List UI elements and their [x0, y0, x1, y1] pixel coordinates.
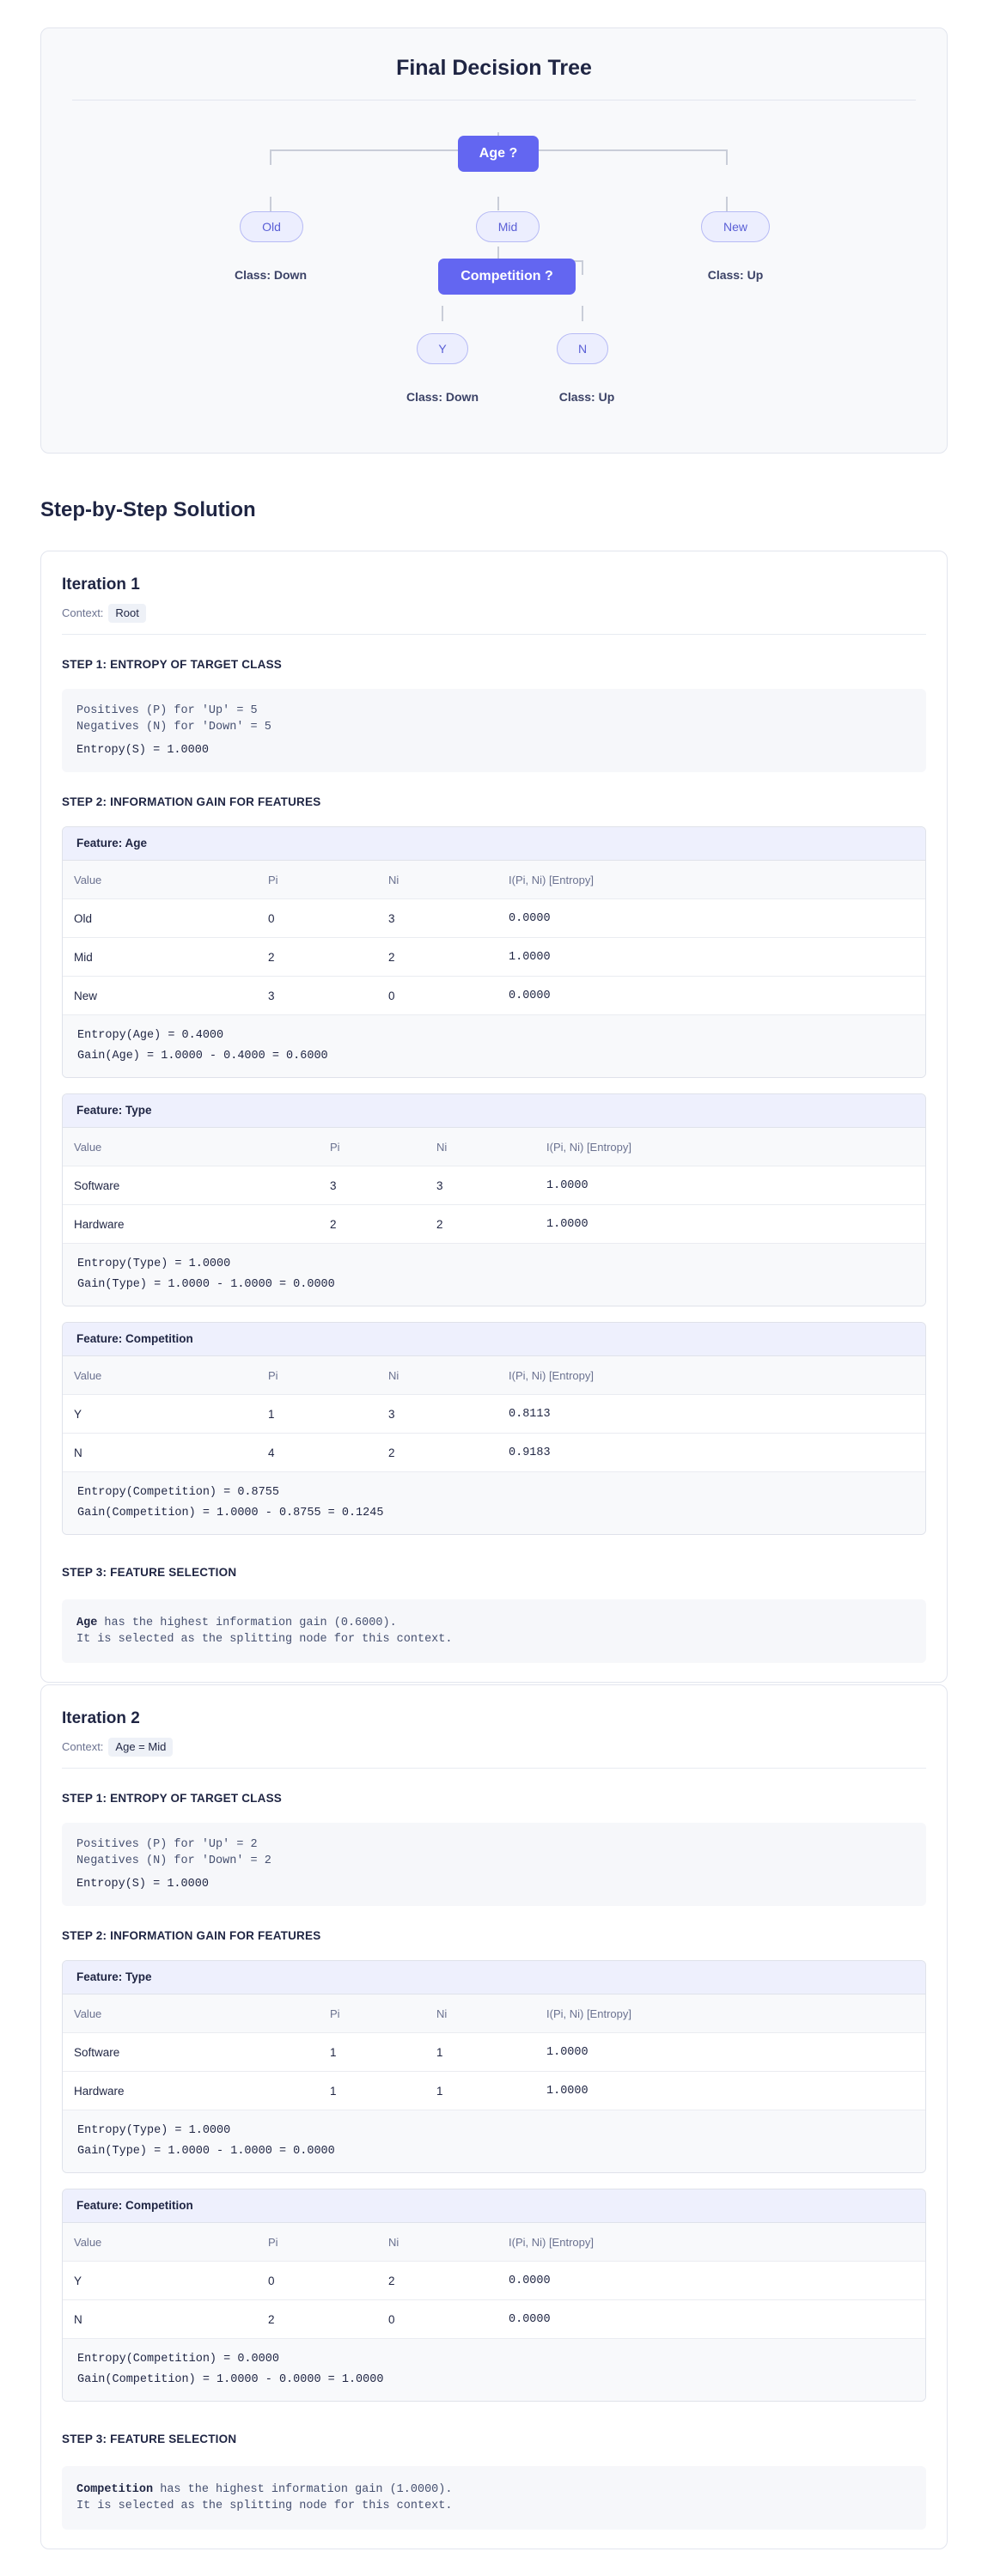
- cell: Hardware: [74, 2084, 125, 2098]
- context-label: Context:: [62, 606, 104, 619]
- col-header: I(Pi, Ni) [Entropy]: [509, 2235, 594, 2249]
- branch-mid: Mid: [476, 211, 540, 242]
- step1-heading: STEP 1: ENTROPY OF TARGET CLASS: [62, 658, 282, 671]
- col-header: Pi: [268, 873, 278, 886]
- cell: 0: [388, 989, 395, 1002]
- feature-gain: Gain(Competition) = 1.0000 - 0.8755 = 0.1245: [77, 1507, 384, 1519]
- table-row: [63, 2262, 925, 2300]
- table-header-row: [63, 1356, 925, 1395]
- cell: Y: [74, 1407, 82, 1421]
- col-header: Ni: [388, 873, 399, 886]
- negatives-line: Negatives (N) for 'Down' = 2: [76, 1854, 271, 1867]
- cell: 3: [388, 1407, 395, 1421]
- table-header-row: [63, 861, 925, 899]
- leaf-n: Class: Up: [558, 390, 615, 404]
- cell: 2: [388, 2274, 395, 2287]
- cell: New: [74, 989, 98, 1002]
- cell: Software: [74, 2045, 120, 2059]
- feature-summary: [63, 1244, 925, 1306]
- iteration-card: [40, 1684, 948, 2549]
- negatives-line: Negatives (N) for 'Down' = 5: [76, 721, 271, 734]
- col-header: I(Pi, Ni) [Entropy]: [546, 1140, 631, 1154]
- feature-gain: Gain(Type) = 1.0000 - 1.0000 = 0.0000: [77, 1278, 335, 1291]
- feature-table-age: [62, 826, 926, 1078]
- leaf-new: Class: Up: [707, 268, 764, 282]
- iteration-card: [40, 551, 948, 1683]
- cell: 0: [388, 2312, 395, 2326]
- cell: 1: [268, 1407, 275, 1421]
- tree-sub-node: Competition ?: [438, 259, 576, 295]
- solution-title: Step-by-Step Solution: [40, 498, 256, 521]
- context-line: [62, 603, 926, 624]
- tree-root-node: Age ?: [458, 136, 539, 172]
- cell: 2: [268, 2312, 275, 2326]
- col-header: Value: [74, 2235, 102, 2249]
- decision-tree-card: [40, 27, 948, 454]
- feature-table-competition: [62, 2189, 926, 2402]
- table-header-row: [63, 1994, 925, 2033]
- leaf-old: Class: Down: [234, 268, 307, 282]
- feature-title: Feature: Type: [63, 1961, 925, 1994]
- cell: 3: [388, 911, 395, 925]
- feature-title: Feature: Type: [63, 1094, 925, 1128]
- selection-note: It is selected as the splitting node for this context.: [76, 1633, 453, 1646]
- step2-heading: STEP 2: INFORMATION GAIN FOR FEATURES: [62, 795, 321, 808]
- table-row: [63, 1166, 925, 1205]
- cell: 2: [436, 1217, 443, 1231]
- feature-title: Feature: Age: [63, 827, 925, 861]
- step3-heading: STEP 3: FEATURE SELECTION: [62, 2433, 237, 2445]
- entropy-line: Entropy(S) = 1.0000: [76, 1878, 209, 1891]
- selected-feature: Competition: [76, 2483, 154, 2496]
- cell: 0.9183: [509, 1446, 551, 1459]
- table-row: [63, 1205, 925, 1244]
- col-header: Pi: [268, 1368, 278, 1382]
- selection-text: has the highest information gain (0.6000).: [97, 1617, 397, 1629]
- feature-summary: [63, 1015, 925, 1077]
- cell: 1.0000: [509, 950, 551, 964]
- cell: 3: [268, 989, 275, 1002]
- cell: N: [74, 2312, 82, 2326]
- context-label: Context:: [62, 1740, 104, 1753]
- selected-feature: Age: [76, 1617, 98, 1629]
- cell: 2: [388, 950, 395, 964]
- positives-line: Positives (P) for 'Up' = 2: [76, 1838, 258, 1851]
- tree-edge: [582, 260, 583, 275]
- divider: [62, 634, 926, 635]
- feature-entropy: Entropy(Type) = 1.0000: [77, 2124, 231, 2137]
- cell: 1: [436, 2045, 443, 2059]
- branch-new: New: [701, 211, 770, 242]
- tree-edge: [726, 197, 728, 212]
- cell: Old: [74, 911, 93, 925]
- selection-text: has the highest information gain (1.0000).: [153, 2483, 453, 2496]
- feature-table-type: [62, 1960, 926, 2173]
- col-header: I(Pi, Ni) [Entropy]: [509, 1368, 594, 1382]
- cell: 3: [330, 1178, 337, 1192]
- col-header: Pi: [268, 2235, 278, 2249]
- cell: 4: [268, 1446, 275, 1459]
- feature-table-type: [62, 1093, 926, 1306]
- col-header: Value: [74, 2007, 102, 2020]
- col-header: Ni: [388, 2235, 399, 2249]
- feature-gain: Gain(Competition) = 1.0000 - 0.0000 = 1.0000: [77, 2373, 384, 2386]
- table-header-row: [63, 2223, 925, 2262]
- positives-line: Positives (P) for 'Up' = 5: [76, 704, 258, 717]
- entropy-box: [62, 689, 926, 772]
- tree-edge: [270, 197, 271, 212]
- table-row: [63, 2300, 925, 2339]
- cell: Hardware: [74, 1217, 125, 1231]
- selection-box: [62, 1599, 926, 1663]
- col-header: I(Pi, Ni) [Entropy]: [546, 2007, 631, 2020]
- cell: 0.0000: [509, 989, 551, 1002]
- tree-edge: [442, 306, 443, 321]
- cell: 1.0000: [546, 2045, 589, 2059]
- iteration-title: Iteration 1: [62, 575, 140, 594]
- cell: 1.0000: [546, 1217, 589, 1231]
- table-header-row: [63, 1128, 925, 1166]
- cell: Mid: [74, 950, 93, 964]
- step3-heading: STEP 3: FEATURE SELECTION: [62, 1566, 237, 1579]
- context-line: [62, 1737, 926, 1757]
- col-header: Ni: [436, 1140, 448, 1154]
- col-header: Pi: [330, 1140, 340, 1154]
- table-row: [63, 938, 925, 977]
- cell: 0.0000: [509, 911, 551, 925]
- tree-edge: [497, 197, 499, 210]
- table-row: [63, 2072, 925, 2110]
- cell: N: [74, 1446, 82, 1459]
- entropy-line: Entropy(S) = 1.0000: [76, 744, 209, 757]
- col-header: Pi: [330, 2007, 340, 2020]
- table-row: [63, 2033, 925, 2072]
- cell: 1.0000: [546, 2084, 589, 2098]
- feature-gain: Gain(Age) = 1.0000 - 0.4000 = 0.6000: [77, 1050, 328, 1063]
- feature-gain: Gain(Type) = 1.0000 - 1.0000 = 0.0000: [77, 2145, 335, 2158]
- cell: 1.0000: [546, 1178, 589, 1192]
- col-header: Value: [74, 873, 102, 886]
- cell: 2: [330, 1217, 337, 1231]
- col-header: Value: [74, 1368, 102, 1382]
- cell: 0: [268, 2274, 275, 2287]
- cell: Software: [74, 1178, 120, 1192]
- leaf-y: Class: Down: [406, 390, 479, 404]
- feature-entropy: Entropy(Age) = 0.4000: [77, 1029, 224, 1042]
- step2-heading: STEP 2: INFORMATION GAIN FOR FEATURES: [62, 1929, 321, 1942]
- context-badge: Age = Mid: [108, 1738, 173, 1757]
- col-header: Ni: [388, 1368, 399, 1382]
- context-badge: Root: [108, 604, 145, 623]
- feature-title: Feature: Competition: [63, 1323, 925, 1356]
- tree-edge: [270, 149, 271, 165]
- iteration-title: Iteration 2: [62, 1709, 140, 1727]
- step1-heading: STEP 1: ENTROPY OF TARGET CLASS: [62, 1792, 282, 1805]
- tree-edge: [726, 149, 728, 165]
- feature-summary: [63, 2339, 925, 2401]
- branch-y: Y: [417, 333, 468, 364]
- table-row: [63, 1395, 925, 1434]
- branch-n: N: [557, 333, 608, 364]
- feature-entropy: Entropy(Competition) = 0.0000: [77, 2353, 279, 2366]
- table-row: [63, 899, 925, 938]
- cell: Y: [74, 2274, 82, 2287]
- table-row: [63, 977, 925, 1015]
- cell: 2: [268, 950, 275, 964]
- cell: 3: [436, 1178, 443, 1192]
- col-header: I(Pi, Ni) [Entropy]: [509, 873, 594, 886]
- cell: 1: [330, 2084, 337, 2098]
- col-header: Ni: [436, 2007, 448, 2020]
- selection-line: [76, 1615, 912, 1631]
- cell: 0.8113: [509, 1407, 551, 1421]
- divider: [62, 1768, 926, 1769]
- feature-summary: [63, 1472, 925, 1534]
- cell: 1: [436, 2084, 443, 2098]
- cell: 0: [268, 911, 275, 925]
- feature-entropy: Entropy(Type) = 1.0000: [77, 1258, 231, 1270]
- entropy-box: [62, 1823, 926, 1906]
- branch-old: Old: [240, 211, 303, 242]
- col-header: Value: [74, 1140, 102, 1154]
- cell: 1: [330, 2045, 337, 2059]
- feature-table-competition: [62, 1322, 926, 1535]
- feature-entropy: Entropy(Competition) = 0.8755: [77, 1486, 279, 1499]
- selection-note: It is selected as the splitting node for this context.: [76, 2500, 453, 2512]
- selection-line: [76, 2482, 912, 2498]
- feature-summary: [63, 2110, 925, 2172]
- selection-box: [62, 2466, 926, 2530]
- feature-title: Feature: Competition: [63, 2189, 925, 2223]
- table-row: [63, 1434, 925, 1472]
- tree-edge: [582, 306, 583, 321]
- cell: 0.0000: [509, 2274, 551, 2287]
- cell: 2: [388, 1446, 395, 1459]
- tree-title: Final Decision Tree: [396, 56, 592, 80]
- cell: 0.0000: [509, 2312, 551, 2326]
